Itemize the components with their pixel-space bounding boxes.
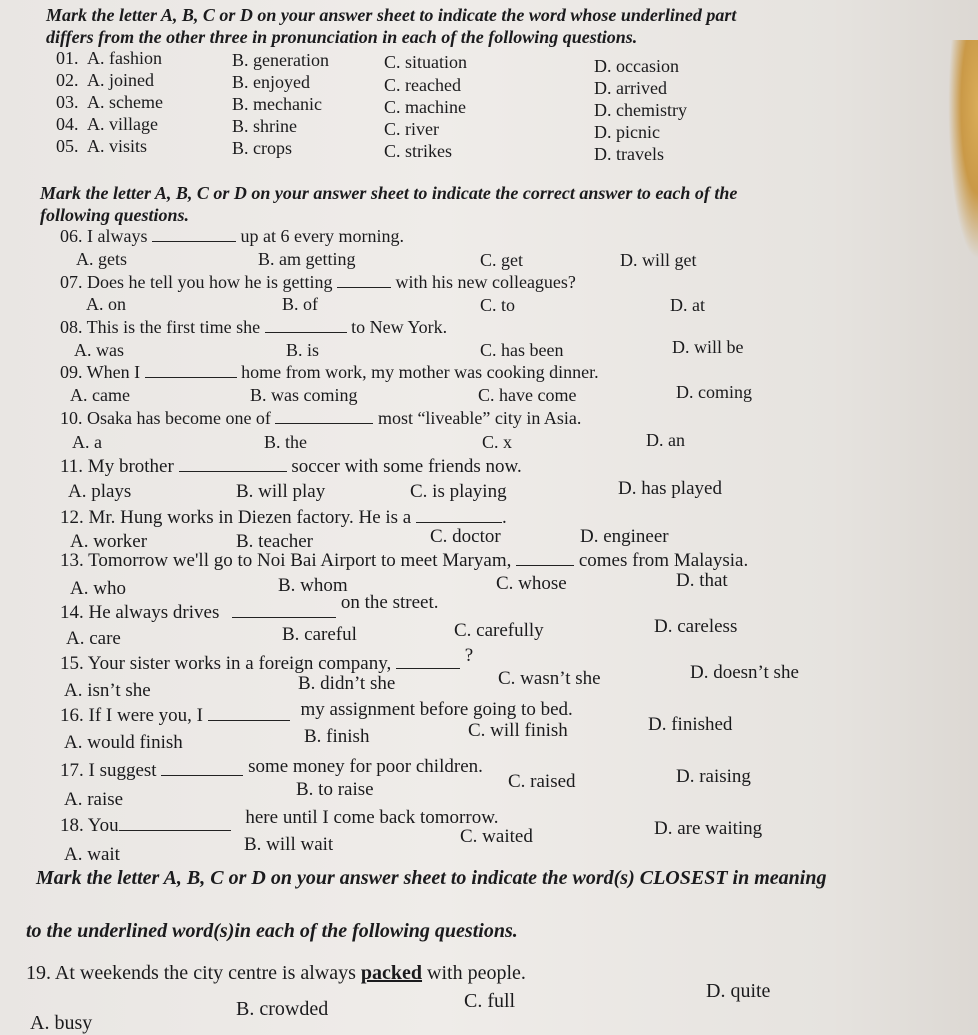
q19-underlined-word: packed — [360, 962, 423, 984]
q19-stem-pre: 19. At weekends the city centre is always — [26, 962, 361, 984]
q14-stem — [60, 592, 439, 624]
q07-stem — [60, 272, 576, 293]
q17-option-d: D. raising — [676, 766, 751, 787]
page-edge-shadow — [948, 40, 978, 260]
q08-option-b: B. is — [286, 340, 320, 360]
q17-blank — [161, 761, 243, 776]
q18-blank — [119, 816, 231, 831]
q19-option-b: B. crowded — [236, 998, 329, 1020]
section3-instruction-line1: Mark the letter A, B, C or D on your answer sheet to indicate the word(s) CLOSEST in meaning — [36, 867, 827, 889]
q19-option-c: C. full — [464, 990, 516, 1012]
q19-option-a: A. busy — [30, 1012, 93, 1034]
q06-option-d: D. will get — [620, 250, 697, 270]
q18-option-d: D. are waiting — [654, 818, 763, 839]
q11-stem-pre: 11. My brother — [60, 456, 179, 477]
q06-stem — [60, 226, 404, 247]
q16-stem-post: my assignment before going to bed. — [295, 699, 573, 720]
q06-option-b: B. am getting — [258, 249, 356, 269]
q17-stem — [60, 756, 483, 782]
q09-option-a: A. came — [70, 385, 130, 405]
q16-option-b: B. finish — [304, 726, 370, 747]
q02-number: 02. — [56, 70, 79, 90]
q12-stem-pre: 12. Mr. Hung works in Diezen factory. He is a — [60, 507, 416, 528]
q17-stem-pre: 17. I suggest — [60, 760, 162, 781]
q03-option-a: A. scheme — [87, 92, 163, 112]
q15-option-d: D. doesn’t she — [690, 662, 799, 683]
q14-option-d: D. careless — [654, 616, 738, 637]
q10-option-c: C. x — [482, 432, 513, 452]
q15-option-c: C. wasn’t she — [498, 668, 601, 689]
q18-option-b: B. will wait — [244, 834, 334, 855]
q09-option-d: D. coming — [676, 382, 752, 402]
q07-blank — [337, 273, 391, 288]
q06-option-c: C. get — [480, 250, 523, 270]
q02-option-c: C. reached — [384, 75, 461, 95]
q16-option-a: A. would finish — [64, 732, 183, 753]
q06-option-a: A. gets — [76, 249, 127, 269]
q07-stem-pre: 07. Does he tell you how he is getting — [60, 272, 337, 292]
q06-blank — [152, 227, 236, 242]
q01-option-b: B. generation — [232, 50, 329, 70]
q16-option-d: D. finished — [648, 714, 733, 735]
q08-blank — [265, 318, 347, 333]
q07-option-a: A. on — [86, 294, 126, 314]
q14-blank — [232, 603, 336, 618]
q09-blank — [145, 363, 237, 378]
q05-number: 05. — [56, 136, 79, 156]
q05-option-b: B. crops — [232, 138, 292, 158]
q13-stem-pre: 13. Tomorrow we'll go to Noi Bai Airport to meet Maryam, — [60, 550, 517, 571]
q18-option-a: A. wait — [64, 844, 120, 865]
q18-stem-pre: 18. You — [60, 815, 119, 836]
q01-number: 01. — [56, 48, 79, 68]
q12-stem-post: . — [502, 507, 507, 528]
q08-option-d: D. will be — [672, 337, 744, 357]
q19-stem — [26, 962, 526, 985]
q10-option-a: A. a — [72, 432, 102, 452]
q15-option-b: B. didn’t she — [298, 673, 396, 694]
q09-stem-pre: 09. When I — [60, 362, 145, 382]
q07-option-b: B. of — [282, 294, 318, 314]
q12-blank — [416, 508, 502, 523]
q04-option-b: B. shrine — [232, 116, 297, 136]
section2-instruction-line2: following questions. — [40, 205, 190, 225]
q02-option-a: A. joined — [87, 70, 154, 90]
q14-option-c: C. carefully — [454, 620, 544, 641]
q14-option-a: A. care — [66, 628, 121, 649]
q17-option-b: B. to raise — [296, 779, 374, 800]
q03-option-c: C. machine — [384, 97, 466, 117]
q08-option-c: C. has been — [480, 340, 564, 360]
q17-option-c: C. raised — [508, 771, 576, 792]
q09-option-c: C. have come — [478, 385, 577, 405]
q07-option-c: C. to — [480, 295, 516, 315]
q14-stem-pre: 14. He always drives — [60, 602, 225, 623]
q08-stem-pre: 08. This is the first time she — [60, 317, 265, 337]
q17-option-a: A. raise — [64, 789, 124, 810]
q19-stem-post: with people. — [422, 962, 526, 984]
q11-option-b: B. will play — [236, 481, 326, 502]
q11-blank — [179, 457, 287, 472]
q13-stem — [60, 550, 748, 572]
q13-option-a: A. who — [70, 578, 126, 599]
q09-stem-post: home from work, my mother was cooking dinner. — [236, 362, 599, 382]
q13-option-d: D. that — [676, 570, 728, 591]
q04-number: 04. — [56, 114, 79, 134]
q13-option-b: B. whom — [278, 575, 348, 596]
q08-option-a: A. was — [74, 340, 124, 360]
q12-option-d: D. engineer — [580, 526, 669, 547]
q05-option-c: C. strikes — [384, 141, 453, 161]
q03-option-b: B. mechanic — [232, 94, 322, 114]
section1-instruction-line1: Mark the letter A, B, C or D on your answer sheet to indicate the word whose underlined part — [46, 5, 737, 25]
q05-option-d: D. travels — [594, 144, 664, 164]
q01-option-a: A. fashion — [87, 48, 162, 68]
section1-instruction-line2: differs from the other three in pronunciation in each of the following questions. — [46, 27, 638, 47]
q15-option-a: A. isn’t she — [64, 680, 151, 701]
q02-option-b: B. enjoyed — [232, 72, 310, 92]
q12-option-b: B. teacher — [236, 531, 314, 552]
q11-option-c: C. is playing — [410, 481, 507, 502]
section2-instruction-line1: Mark the letter A, B, C or D on your answer sheet to indicate the correct answer to each of the — [40, 183, 738, 203]
q08-stem — [60, 317, 447, 338]
q13-option-c: C. whose — [496, 573, 567, 594]
q08-stem-post: to New York. — [346, 317, 448, 337]
q04-option-c: C. river — [384, 119, 439, 139]
q10-stem-pre: 10. Osaka has become one of — [60, 408, 276, 428]
q02-option-d: D. arrived — [594, 78, 667, 98]
q12-option-c: C. doctor — [430, 526, 501, 547]
q15-blank — [396, 654, 460, 669]
q10-stem-post: most “liveable” city in Asia. — [373, 408, 582, 428]
q16-blank — [208, 706, 290, 721]
q16-option-c: C. will finish — [468, 720, 568, 741]
q11-stem-post: soccer with some friends now. — [286, 456, 522, 477]
q06-stem-post: up at 6 every morning. — [235, 226, 404, 246]
q10-option-d: D. an — [646, 430, 685, 450]
q06-stem-pre: 06. I always — [60, 226, 152, 246]
q15-stem — [60, 645, 474, 675]
q13-blank — [516, 551, 574, 566]
q12-option-a: A. worker — [70, 531, 148, 552]
q03-number: 03. — [56, 92, 79, 112]
q07-stem-post: with his new colleagues? — [390, 272, 576, 292]
q10-stem — [60, 408, 581, 429]
q15-stem-pre: 15. Your sister works in a foreign company, — [60, 653, 396, 674]
q18-stem-post: here until I come back tomorrow. — [240, 807, 499, 828]
section3-instruction-line2: to the underlined word(s)in each of the following questions. — [26, 920, 518, 942]
q10-option-b: B. the — [264, 432, 307, 452]
q14-stem-post: on the street. — [336, 592, 439, 613]
q01-option-c: C. situation — [384, 52, 468, 72]
q09-stem — [60, 362, 599, 383]
q01-option-d: D. occasion — [594, 56, 679, 76]
q19-option-d: D. quite — [706, 980, 771, 1002]
q17-stem-post: some money for poor children. — [243, 756, 483, 777]
q13-stem-post: comes from Malaysia. — [574, 550, 749, 571]
q10-blank — [275, 409, 373, 424]
q11-option-a: A. plays — [68, 481, 132, 502]
q18-option-c: C. waited — [460, 826, 533, 847]
q04-option-d: D. picnic — [594, 122, 660, 142]
q11-stem — [60, 456, 522, 478]
q05-option-a: A. visits — [87, 136, 148, 156]
q04-option-a: A. village — [87, 114, 158, 134]
q15-stem-post: ? — [459, 645, 474, 666]
q16-stem-pre: 16. If I were you, I — [60, 705, 208, 726]
q07-option-d: D. at — [670, 295, 705, 315]
q11-option-d: D. has played — [618, 478, 722, 499]
q14-option-b: B. careful — [282, 624, 357, 645]
q03-option-d: D. chemistry — [594, 100, 687, 120]
q09-option-b: B. was coming — [250, 385, 358, 405]
